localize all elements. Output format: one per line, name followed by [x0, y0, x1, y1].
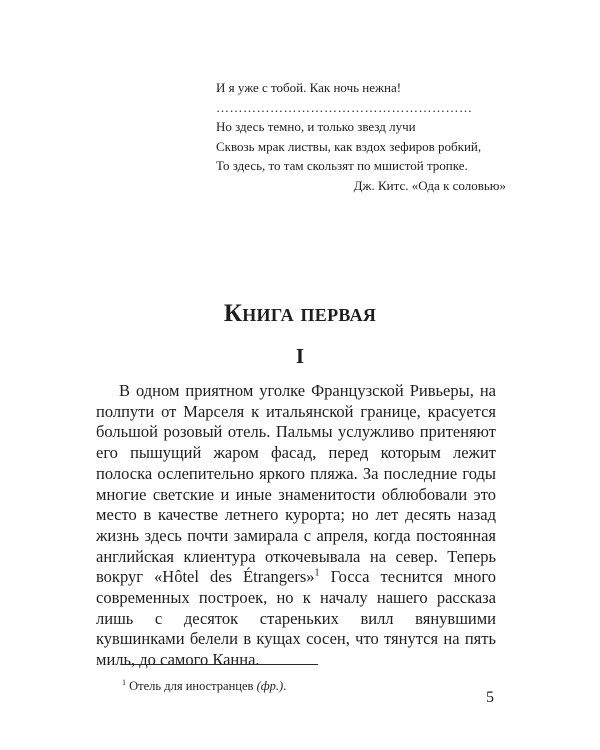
epigraph-line: И я уже с тобой. Как ночь нежна!: [216, 80, 402, 95]
paragraph-text-part2: Госса теснится много современных построек, но к началу нашего рассказа лишь с десяток стареньких вилл вянувшими кувшинками белели в кущах сосен, что тянутся на пять миль, до самого Канна.: [96, 567, 496, 670]
page-number: 5: [486, 689, 494, 706]
epigraph-line: То здесь, то там скользят по мшистой тропке.: [216, 158, 468, 174]
footnote-divider: [122, 664, 318, 665]
footnote-marker: 1: [122, 677, 126, 687]
chapter-paragraph: [96, 381, 496, 671]
footnote-reference[interactable]: 1: [314, 567, 320, 579]
chapter-number: I: [295, 344, 305, 368]
epigraph-attribution: Дж. Китс. «Ода к соловью»: [353, 177, 506, 193]
epigraph-line: Сквозь мрак листвы, как вздох зефиров робкий,: [216, 138, 482, 154]
footnote-language-note: (фр.): [256, 679, 284, 693]
epigraph-ellipsis-line: …………………………………………………: [216, 99, 473, 115]
book-title: Книга первая: [223, 300, 377, 327]
footnote-text: Отель для иностранцев: [126, 679, 257, 693]
footnote-end: .: [283, 679, 287, 693]
paragraph-text-part1: В одном приятном уголке Французской Ривьеры, на полпути от Марселя к итальянской границе, красуется большой розовый отель. Пальмы услужливо притеняют его пышущий жаром фасад, перед которым лежит полоска ослепительно яркого пляжа. За последние годы многие светские и иные знаменитости облюбовали это место в качестве летнего курорта; но лет десять назад жизнь здесь почти замирала с апреля, когда постоянная английская клиентура откочевывала на север. Теперь вокруг «Hôtel des Étrangers»: [96, 381, 496, 587]
footnote: [122, 678, 286, 694]
epigraph-line: Но здесь темно, и только звезд лучи: [216, 119, 416, 135]
epigraph: [216, 78, 526, 196]
